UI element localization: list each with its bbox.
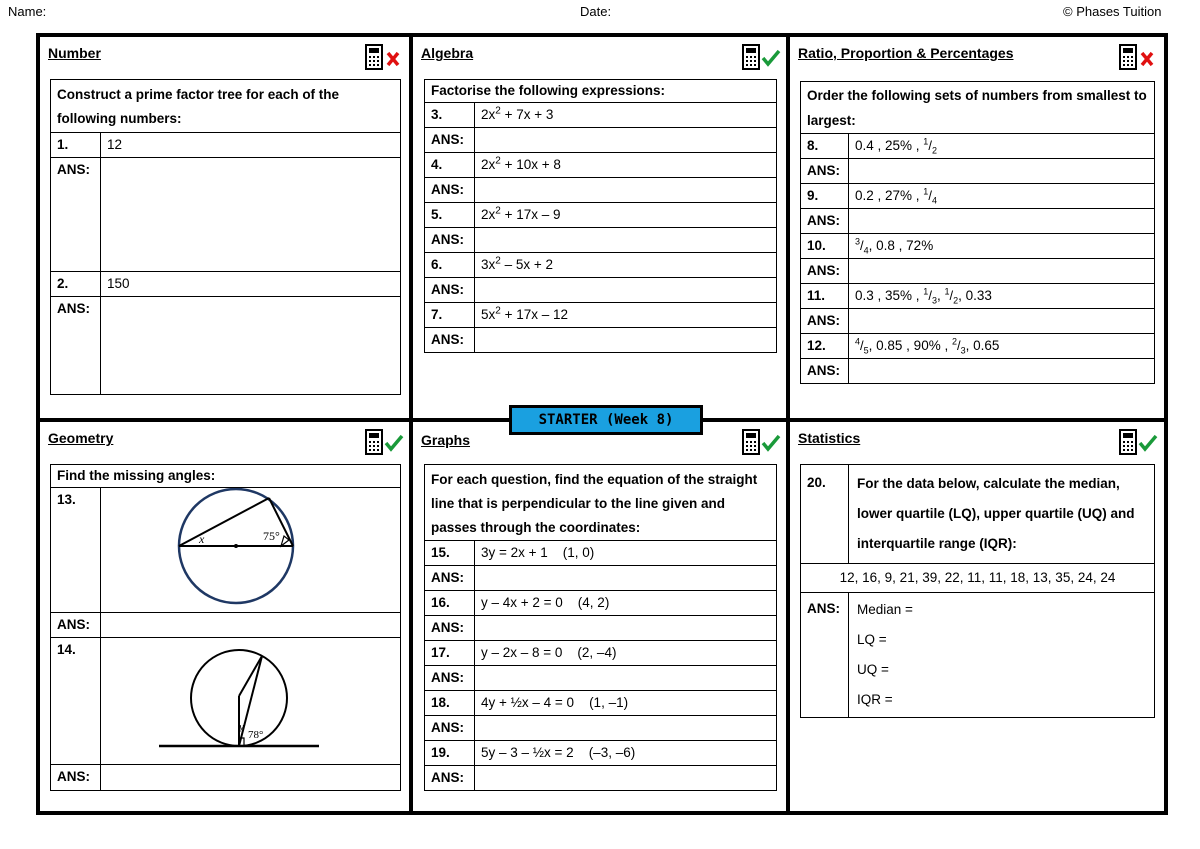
- instruction: Order the following sets of numbers from smallest to largest:: [801, 82, 1155, 134]
- ans-label: ANS:: [51, 297, 101, 395]
- answer-area[interactable]: [849, 593, 1155, 718]
- question-number: 7.: [425, 303, 475, 328]
- answer-area[interactable]: [849, 359, 1155, 384]
- number-set: $^4/_5$, 0.85 , 90% , $^2/_3$, 0.65: [849, 334, 1155, 359]
- ans-label: ANS:: [425, 128, 475, 153]
- instruction: For the data below, calculate the median, lower quartile (LQ), upper quartile (UQ) and interquartile range (IQR):: [849, 465, 1155, 564]
- starter-banner: STARTER (Week 8): [509, 405, 703, 435]
- answer-area[interactable]: [849, 309, 1155, 334]
- copyright: © Phases Tuition: [1063, 4, 1162, 19]
- graphs-panel: [409, 418, 790, 815]
- answer-area[interactable]: [101, 613, 401, 638]
- question-number: 1.: [51, 133, 101, 158]
- question-number: 20.: [801, 465, 849, 564]
- algebra-table: [424, 79, 777, 353]
- calculator-allowed-icon: [741, 43, 781, 71]
- statistics-panel: [786, 418, 1168, 815]
- answer-area[interactable]: [475, 178, 777, 203]
- number-panel: [36, 33, 413, 422]
- question-number: 19.: [425, 741, 475, 766]
- angle-label: 75°: [263, 529, 280, 543]
- panel-title: Ratio, Proportion & Percentages: [798, 45, 1014, 61]
- question-number: 3.: [425, 103, 475, 128]
- answer-area[interactable]: [475, 278, 777, 303]
- question-number: 5.: [425, 203, 475, 228]
- question-number: 13.: [51, 488, 101, 613]
- geometry-panel: [36, 418, 413, 815]
- question-number: 8.: [801, 134, 849, 159]
- question-number: 15.: [425, 541, 475, 566]
- question-number: 16.: [425, 591, 475, 616]
- answer-area[interactable]: [101, 765, 401, 791]
- calculator-allowed-icon: [364, 428, 404, 456]
- data-values: 12, 16, 9, 21, 39, 22, 11, 11, 18, 13, 35, 24, 24: [801, 564, 1155, 593]
- answer-area[interactable]: [101, 297, 401, 395]
- answer-area[interactable]: [475, 566, 777, 591]
- question-number: 9.: [801, 184, 849, 209]
- answer-area[interactable]: [849, 259, 1155, 284]
- angle-label: 78°: [248, 729, 264, 741]
- question-number: 17.: [425, 641, 475, 666]
- angle-label: y: [239, 721, 244, 733]
- answer-area[interactable]: [475, 328, 777, 353]
- instruction: Find the missing angles:: [51, 465, 401, 488]
- answer-area[interactable]: [849, 209, 1155, 234]
- question-number: 10.: [801, 234, 849, 259]
- panel-title: Graphs: [421, 432, 471, 448]
- expression: $2x^2 + 10x + 8$: [475, 153, 777, 178]
- number-set: 0.3 , 35% , $^1/_3$, $^1/_2$, 0.33: [849, 284, 1155, 309]
- answer-area[interactable]: [849, 159, 1155, 184]
- number-set: $^3/_4$, 0.8 , 72%: [849, 234, 1155, 259]
- ans-label: ANS:: [425, 616, 475, 641]
- circle-diagram-13: [101, 488, 401, 606]
- answer-area[interactable]: [475, 228, 777, 253]
- question-number: 12.: [801, 334, 849, 359]
- diagram-cell: [101, 638, 401, 765]
- answer-area[interactable]: [101, 158, 401, 272]
- ans-label: ANS:: [425, 716, 475, 741]
- ans-label: ANS:: [425, 766, 475, 791]
- ans-label: ANS:: [425, 666, 475, 691]
- panel-title: Geometry: [48, 430, 114, 446]
- angle-label: x: [199, 532, 205, 546]
- graphs-table: [424, 464, 777, 791]
- ans-label: ANS:: [51, 613, 101, 638]
- answer-area[interactable]: [475, 766, 777, 791]
- question-number: 2.: [51, 272, 101, 297]
- ans-label: ANS:: [425, 228, 475, 253]
- date-label: Date:: [580, 4, 612, 19]
- ans-label: ANS:: [425, 178, 475, 203]
- diagram-cell: [101, 488, 401, 613]
- ans-label: ANS:: [801, 159, 849, 184]
- ans-label: ANS:: [801, 309, 849, 334]
- question-number: 4.: [425, 153, 475, 178]
- name-label: Name:: [8, 4, 47, 19]
- ans-label: ANS:: [425, 566, 475, 591]
- equation: y – 4x + 2 = 0 (4, 2): [475, 591, 777, 616]
- answer-area[interactable]: [475, 666, 777, 691]
- equation: 5y – 3 – ½x = 2 (–3, –6): [475, 741, 777, 766]
- ans-label: ANS:: [801, 359, 849, 384]
- number-set: 0.2 , 27% , $^1/_4$: [849, 184, 1155, 209]
- expression: $2x^2 + 7x + 3$: [475, 103, 777, 128]
- ans-label: ANS:: [425, 278, 475, 303]
- ans-label: ANS:: [801, 209, 849, 234]
- calculator-not-allowed-icon: [1118, 43, 1158, 71]
- circle-diagram-14: [101, 638, 401, 758]
- question-number: 11.: [801, 284, 849, 309]
- question-value: 12: [101, 133, 401, 158]
- number-table: [50, 79, 401, 395]
- iqr-label: IQR =: [857, 692, 893, 707]
- ans-label: ANS:: [51, 765, 101, 791]
- ratio-panel: [786, 33, 1168, 422]
- median-label: Median =: [857, 602, 913, 617]
- equation: 4y + ½x – 4 = 0 (1, –1): [475, 691, 777, 716]
- expression: $5x^2 + 17x - 12$: [475, 303, 777, 328]
- ans-label: ANS:: [51, 158, 101, 272]
- expression: $2x^2 + 17x - 9$: [475, 203, 777, 228]
- instruction: Construct a prime factor tree for each of the following numbers:: [51, 80, 401, 133]
- question-number: 6.: [425, 253, 475, 278]
- panel-title: Algebra: [421, 45, 474, 61]
- answer-area[interactable]: [475, 128, 777, 153]
- ans-label: ANS:: [425, 328, 475, 353]
- panel-title: Statistics: [798, 430, 861, 446]
- algebra-panel: [409, 33, 790, 422]
- number-set: 0.4 , 25% , $^1/_2$: [849, 134, 1155, 159]
- ratio-table: [800, 81, 1155, 384]
- ans-label: ANS:: [801, 259, 849, 284]
- question-number: 18.: [425, 691, 475, 716]
- calculator-not-allowed-icon: [364, 43, 404, 71]
- lq-label: LQ =: [857, 632, 887, 647]
- statistics-table: [800, 464, 1155, 718]
- instruction: For each question, find the equation of the straight line that is perpendicular to the line given and passes through the coordinates:: [425, 465, 777, 541]
- equation: 3y = 2x + 1 (1, 0): [475, 541, 777, 566]
- uq-label: UQ =: [857, 662, 889, 677]
- geometry-table: [50, 464, 401, 791]
- ans-label: ANS:: [801, 593, 849, 718]
- answer-area[interactable]: [475, 616, 777, 641]
- calculator-allowed-icon: [1118, 428, 1158, 456]
- instruction: Factorise the following expressions:: [425, 80, 777, 103]
- panel-title: Number: [48, 45, 101, 61]
- equation: y – 2x – 8 = 0 (2, –4): [475, 641, 777, 666]
- question-number: 14.: [51, 638, 101, 765]
- calculator-allowed-icon: [741, 428, 781, 456]
- expression: $3x^2 - 5x + 2$: [475, 253, 777, 278]
- question-value: 150: [101, 272, 401, 297]
- answer-area[interactable]: [475, 716, 777, 741]
